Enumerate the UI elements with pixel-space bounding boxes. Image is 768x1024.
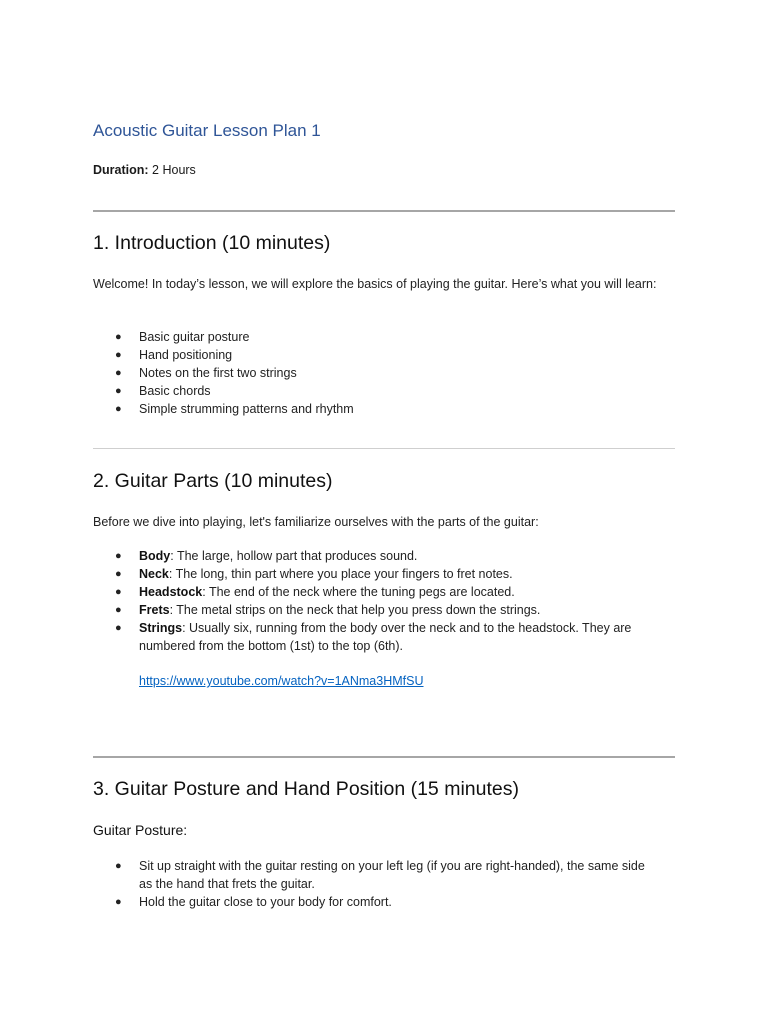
list-item: ● Notes on the first two strings xyxy=(115,366,297,380)
list-item: ● Headstock: The end of the neck where the tuning pegs are located. xyxy=(115,585,515,599)
bullet-icon: ● xyxy=(115,622,122,634)
parts-list xyxy=(93,547,653,655)
list-item: ● Body: The large, hollow part that produces sound. xyxy=(115,549,418,563)
list-item: ● Simple strumming patterns and rhythm xyxy=(115,402,354,416)
list-item: ● Strings: Usually six, running from the body over the neck and to the headstock. They are numbered from the bottom (1st) to the top (6th). xyxy=(115,621,632,653)
intro-heading: 1. Introduction (10 minutes) xyxy=(93,232,331,254)
section-divider xyxy=(93,756,675,758)
youtube-link[interactable]: https://www.youtube.com/watch?v=1ANma3HMfSU xyxy=(139,674,424,688)
bullet-icon: ● xyxy=(115,349,122,361)
bullet-icon: ● xyxy=(115,331,122,343)
duration-value: 2 Hours xyxy=(148,163,196,177)
term-headstock: Headstock xyxy=(139,585,203,599)
bullet-icon: ● xyxy=(115,403,122,415)
bullet-icon: ● xyxy=(115,604,122,616)
list-item: ● Sit up straight with the guitar resting on your left leg (if you are right-handed), the same side as the hand that frets the guitar. xyxy=(115,859,645,891)
posture-subheading: Guitar Posture: xyxy=(93,822,188,838)
duration-line xyxy=(93,163,196,177)
bullet-icon: ● xyxy=(115,586,122,598)
section-divider xyxy=(93,448,675,449)
list-item: ● Frets: The metal strips on the neck that help you press down the strings. xyxy=(115,603,541,617)
list-item: ● Hand positioning xyxy=(115,348,233,362)
duration-label: Duration: xyxy=(93,163,149,177)
term-neck: Neck xyxy=(139,567,169,581)
bullet-icon: ● xyxy=(115,568,122,580)
document-title: Acoustic Guitar Lesson Plan 1 xyxy=(93,121,321,140)
bullet-icon: ● xyxy=(115,367,122,379)
bullet-icon: ● xyxy=(115,550,122,562)
list-item: ● Neck: The long, thin part where you place your fingers to fret notes. xyxy=(115,567,513,581)
section-divider xyxy=(93,210,675,212)
posture-heading: 3. Guitar Posture and Hand Position (15 minutes) xyxy=(93,778,519,800)
posture-list xyxy=(93,857,653,911)
bullet-icon: ● xyxy=(115,860,122,872)
bullet-icon: ● xyxy=(115,385,122,397)
parts-paragraph: Before we dive into playing, let's familiarize ourselves with the parts of the guitar: xyxy=(93,515,539,529)
term-frets: Frets xyxy=(139,603,170,617)
list-item: ● Basic chords xyxy=(115,384,211,398)
parts-heading: 2. Guitar Parts (10 minutes) xyxy=(93,470,333,492)
list-item: ● Hold the guitar close to your body for comfort. xyxy=(115,895,392,909)
intro-list xyxy=(93,328,653,418)
term-body: Body xyxy=(139,549,171,563)
intro-paragraph: Welcome! In today’s lesson, we will explore the basics of playing the guitar. Here’s what you will learn: xyxy=(93,277,657,291)
term-strings: Strings xyxy=(139,621,183,635)
bullet-icon: ● xyxy=(115,896,122,908)
list-item: ● Basic guitar posture xyxy=(115,330,250,344)
